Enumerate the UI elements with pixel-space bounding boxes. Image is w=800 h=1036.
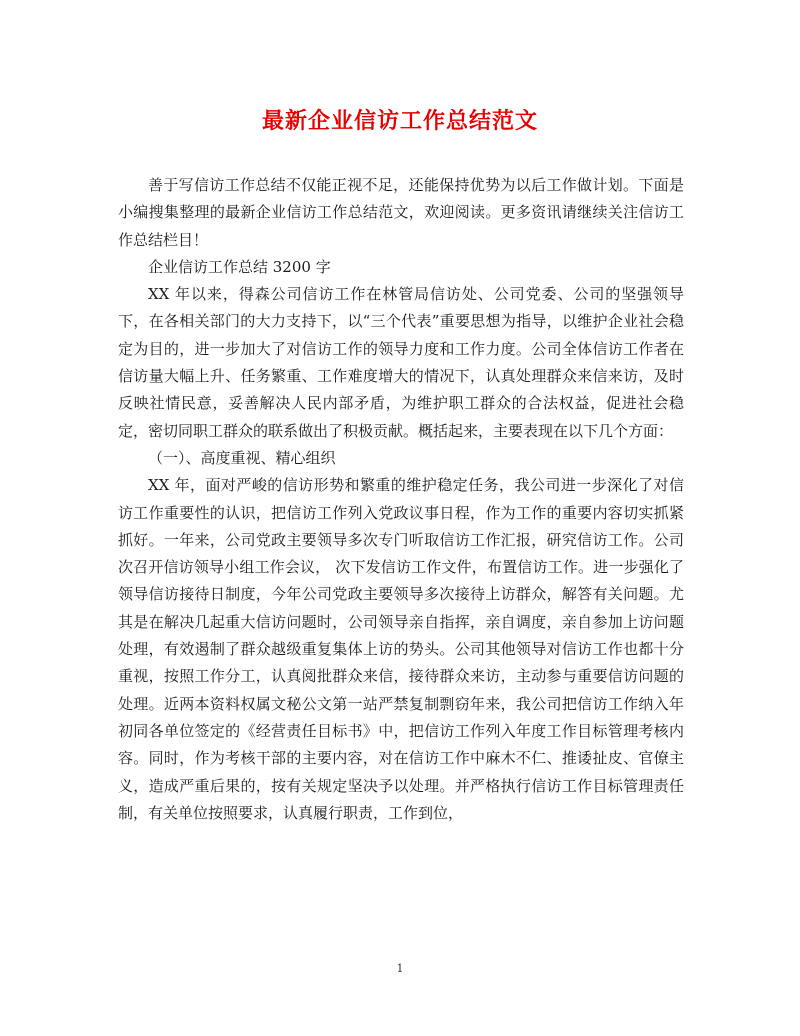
paragraph-subtitle: 企业信访工作总结 3200 字 bbox=[148, 257, 331, 276]
document-body bbox=[118, 172, 684, 827]
page-number: 1 bbox=[396, 962, 404, 975]
paragraph-section-body: XX 年，面对严峻的信访形势和繁重的维护稳定任务，我公司进一步深化了对信访工作重要性的认识，把信访工作列入党政议事日程，作为工作的重要内容切实抓紧抓好。一年来，公司党政主要领导多次专门听取信访工作汇报，研究信访工作。公司 次召开信访领导小组工作会议， 次下发信访工作文件，布置信访工作。进一步强化了领导信访接待日制度，今年公司党政主要领导多次接待上访群众，解答有关问题。尤其是在解决几起重大信访问题时，公司领导亲自指挥，亲自调度，亲自参加上访问题处理，有效遏制了群众越级重复集体上访的势头。公司其他领导对信访工作也都十分重视，按照工作分工，认真阅批群众来信，接待群众来访，主动参与重要信访问题的处理。近两本资料权属文秘公文第一站严禁复制剽窃年来，我公司把信访工作纳入年初同各单位签定的《经营责任目标书》中，把信访工作列入年度工作目标管理考核内容。同时，作为考核干部的主要内容，对在信访工作中麻木不仁、推诿扯皮、官僚主义，造成严重后果的，按有关规定坚决予以处理。并严格执行信访工作目标管理责任制，有关单位按照要求，认真履行职责，工作到位， bbox=[118, 476, 684, 822]
document-title: 最新企业信访工作总结范文 bbox=[261, 109, 538, 134]
paragraph-overview: XX 年以来，得森公司信访工作在林管局信访处、公司党委、公司的坚强领导下，在各相关部门的大力支持下，以“三个代表”重要思想为指导，以维护企业社会稳定为目的，进一步加大了对信访工作的领导力度和工作力度。公司全体信访工作者在信访量大幅上升、任务繁重、工作难度增大的情况下，认真处理群众来信来访，及时反映社情民意，妥善解决人民内部矛盾，为维护职工群众的合法权益，促进社会稳定，密切同职工群众的联系做出了积极贡献。概括起来，主要表现在以下几个方面： bbox=[118, 285, 684, 440]
section-heading: （一）、高度重视、精心组织 bbox=[148, 448, 336, 467]
paragraph-intro: 善于写信访工作总结不仅能正视不足，还能保持优势为以后工作做计划。下面是小编搜集整理的最新企业信访工作总结范文，欢迎阅读。更多资讯请继续关注信访工作总结栏目！ bbox=[118, 176, 684, 249]
